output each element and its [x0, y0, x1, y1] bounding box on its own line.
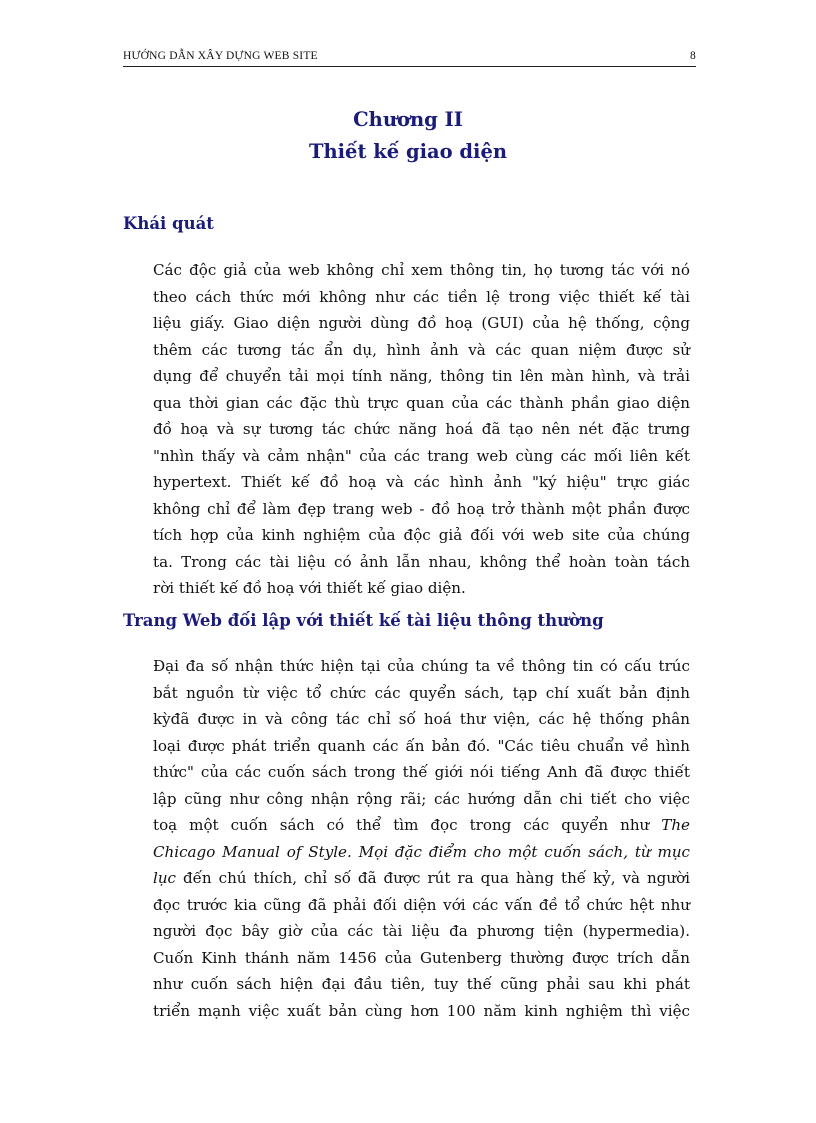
text-line: bắt nguồn từ việc tổ chức các quyển sách, tạp chí xuất bản định [153, 683, 690, 702]
text-line: như cuốn sách hiện đại đầu tiên, tuy thế cũng phải sau khi phát [153, 975, 690, 993]
text-line: kỳđã được in và công tác chỉ số hoá thư viện, các hệ thống phân [153, 710, 690, 728]
text-line: dụng để chuyển tải mọi tính năng, thông tin lên màn hình, và trải [153, 367, 690, 385]
text-line: thức" của các cuốn sách trong thế giới nói tiếng Anh đã được thiết [153, 763, 690, 781]
text-line: triển mạnh việc xuất bản cùng hơn 100 năm kinh nghiệm thì việc [153, 1001, 690, 1020]
text-line-rest: đến chú thích, chỉ số đã được rút ra qua hàng thế kỷ, và người [182, 869, 690, 887]
text-line: hypertext. Thiết kế đồ hoạ và các hình ảnh "ký hiệu" trực giác [153, 473, 690, 491]
text-line: Các độc giả của web không chỉ xem thông tin, họ tương tác với nó [153, 261, 690, 279]
text-line: đọc trước kia cũng đã phải đối diện với các vấn đề tổ chức hệt như [153, 895, 690, 914]
text-line: đồ hoạ và sự tương tác chức năng hoá đã tạo nên nét đặc trưng [153, 420, 690, 438]
page-header [123, 50, 696, 67]
text-line: loại được phát triển quanh các ấn bản đó. "Các tiêu chuẩn về hình [153, 736, 690, 755]
paragraph-web-vs-print [153, 653, 690, 1024]
chapter-label: Chương II [353, 108, 463, 131]
text-line: thêm các tương tác ẩn dụ, hình ảnh và các quan niệm được sử [153, 340, 690, 359]
text-line: ta. Trong các tài liệu có ảnh lẫn nhau, không thể hoàn toàn tách [153, 552, 690, 571]
text-line: không chỉ để làm đẹp trang web - đồ hoạ trở thành một phần được [153, 499, 690, 518]
text-line: "nhìn thấy và cảm nhận" của các trang web cùng các mối liên kết [153, 446, 690, 465]
page-number: 8 [690, 50, 696, 62]
text-line: Cuốn Kinh thánh năm 1456 của Gutenberg thường được trích dẫn [153, 948, 690, 967]
text-line: theo cách thức mới không như các tiền lệ trong việc thiết kế tài [153, 287, 690, 306]
text-line [153, 812, 690, 839]
section-heading-overview: Khái quát [123, 214, 214, 233]
chapter-title: Thiết kế giao diện [308, 140, 508, 163]
text-line: người đọc bây giờ của các tài liệu đa phương tiện (hypermedia). [153, 922, 690, 940]
section-heading-web-vs-print: Trang Web đối lập với thiết kế tài liệu thông thường [123, 611, 604, 630]
text-line-start: toạ một cuốn sách có thể tìm đọc trong các quyển như [153, 816, 650, 834]
text-line [153, 865, 690, 892]
text-line: tích hợp của kinh nghiệm của độc giả đối với web site của chúng [153, 526, 690, 544]
text-line: Đại đa số nhận thức hiện tại của chúng ta về thông tin có cấu trúc [153, 657, 690, 675]
book-title-italic: The [661, 816, 690, 834]
text-line: lập cũng như công nhận rộng rãi; các hướng dẫn chi tiết cho việc [153, 789, 690, 808]
text-line-italic: Chicago Manual of Style. Mọi đặc điểm cho một cuốn sách, từ mục [153, 842, 690, 861]
text-line: rời thiết kế đồ hoạ với thiết kế giao diện. [153, 579, 466, 597]
header-title: HƯỚNG DẪN XÂY DỰNG WEB SITE [123, 50, 318, 62]
text-line: liệu giấy. Giao diện người dùng đồ hoạ (GUI) của hệ thống, cộng [153, 314, 690, 332]
text-line: qua thời gian các đặc thù trực quan của các thành phần giao diện [153, 393, 690, 412]
italic-word: lục [153, 869, 177, 887]
paragraph-overview [153, 257, 690, 602]
